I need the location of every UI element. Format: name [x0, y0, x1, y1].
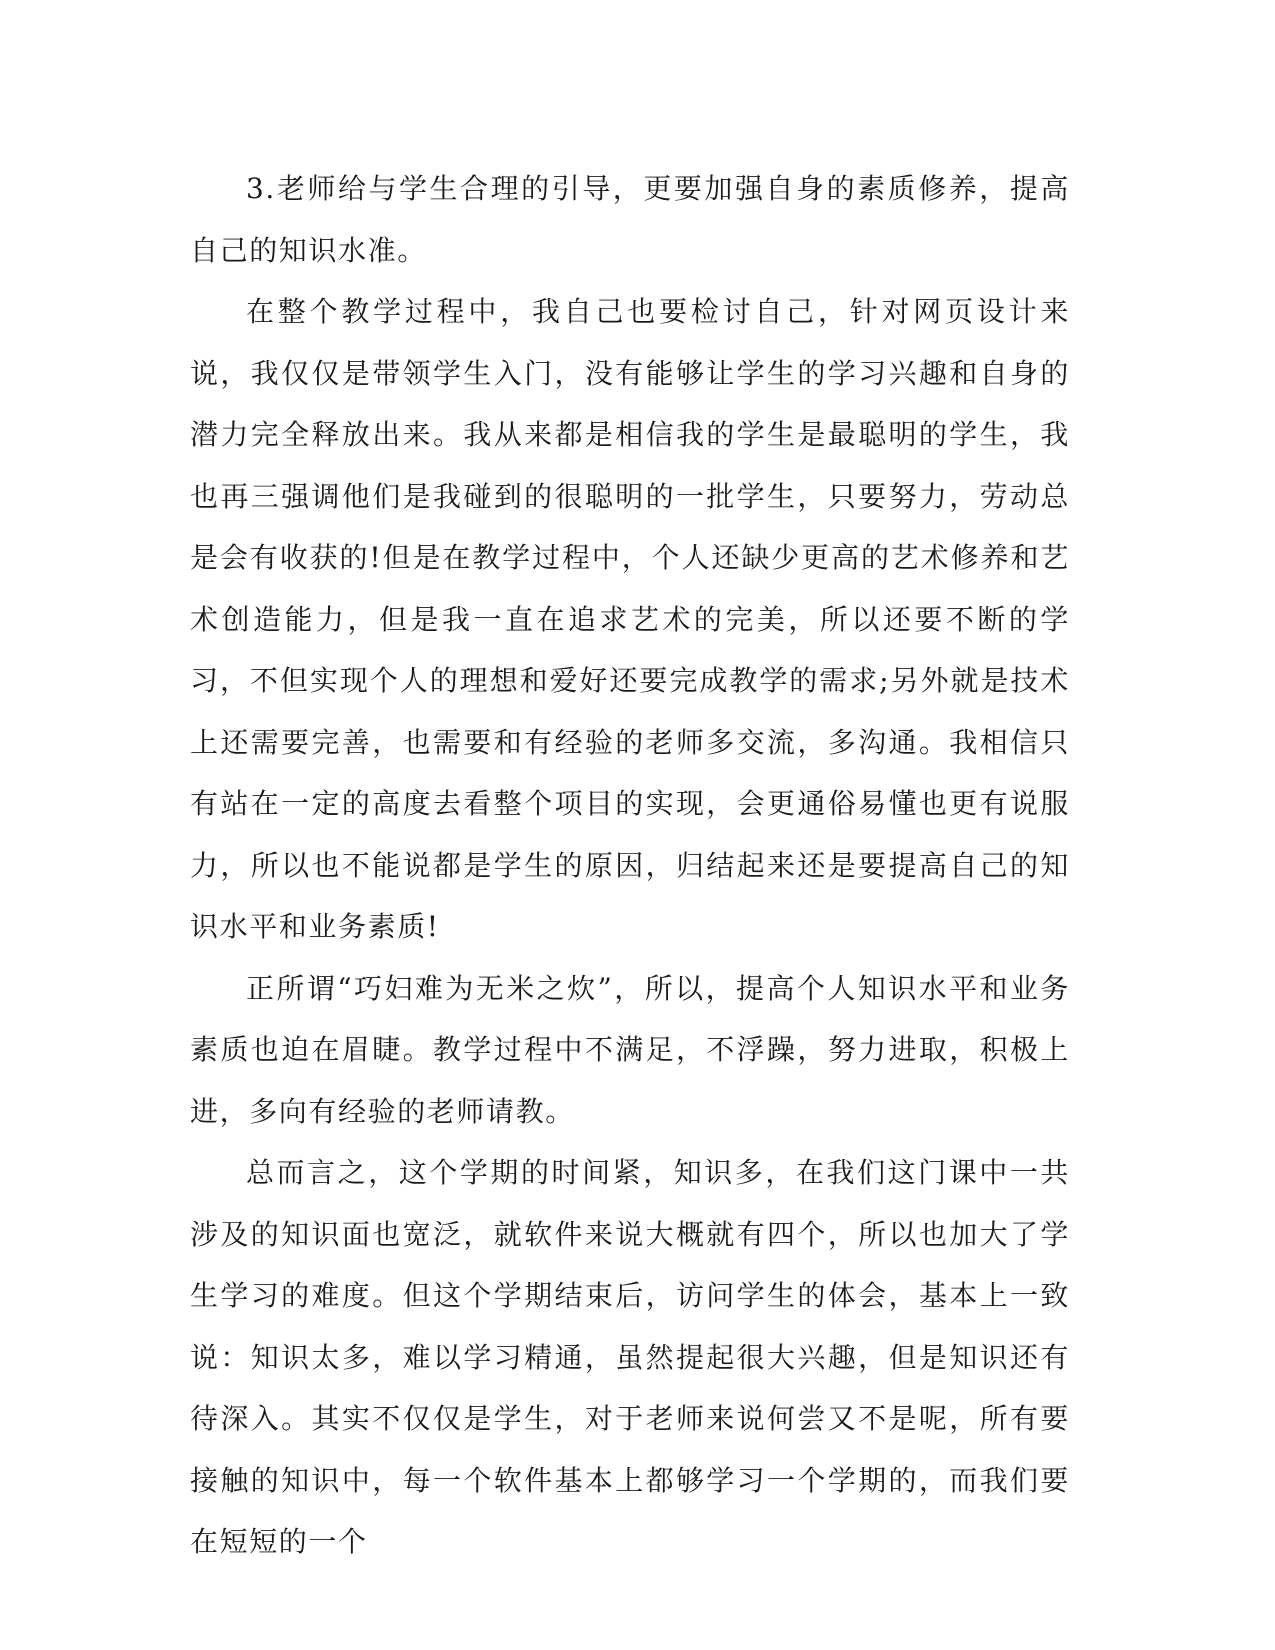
document-body	[190, 158, 1070, 1573]
paragraph-3: 正所谓“巧妇难为无米之炊”，所以，提高个人知识水平和业务素质也迫在眉睫。教学过程中不满足，不浮躁，努力进取，积极上进，多向有经验的老师请教。	[190, 971, 1070, 1128]
paragraph-2: 在整个教学过程中，我自己也要检讨自己，针对网页设计来说，我仅仅是带领学生入门，没有能够让学生的学习兴趣和自身的潜力完全释放出来。我从来都是相信我的学生是最聪明的学生，我也再三强调他们是我碰到的很聪明的一批学生，只要努力，劳动总是会有收获的!但是在教学过程中，个人还缺少更高的艺术修养和艺术创造能力，但是我一直在追求艺术的完美，所以还要不断的学习，不但实现个人的理想和爱好还要完成教学的需求;另外就是技术上还需要完善，也需要和有经验的老师多交流，多沟通。我相信只有站在一定的高度去看整个项目的实现，会更通俗易懂也更有说服力，所以也不能说都是学生的原因，归结起来还是要提高自己的知识水平和业务素质!	[190, 295, 1070, 943]
paragraph-4: 总而言之，这个学期的时间紧，知识多，在我们这门课中一共涉及的知识面也宽泛，就软件来说大概就有四个，所以也加大了学生学习的难度。但这个学期结束后，访问学生的体会，基本上一致说：知识太多，难以学习精通，虽然提起很大兴趣，但是知识还有待深入。其实不仅仅是学生，对于老师来说何尝又不是呢，所有要接触的知识中，每一个软件基本上都够学习一个学期的，而我们要在短短的一个	[190, 1156, 1070, 1558]
paragraph-1: 3.老师给与学生合理的引导，更要加强自身的素质修养，提高自己的知识水准。	[190, 172, 1070, 267]
